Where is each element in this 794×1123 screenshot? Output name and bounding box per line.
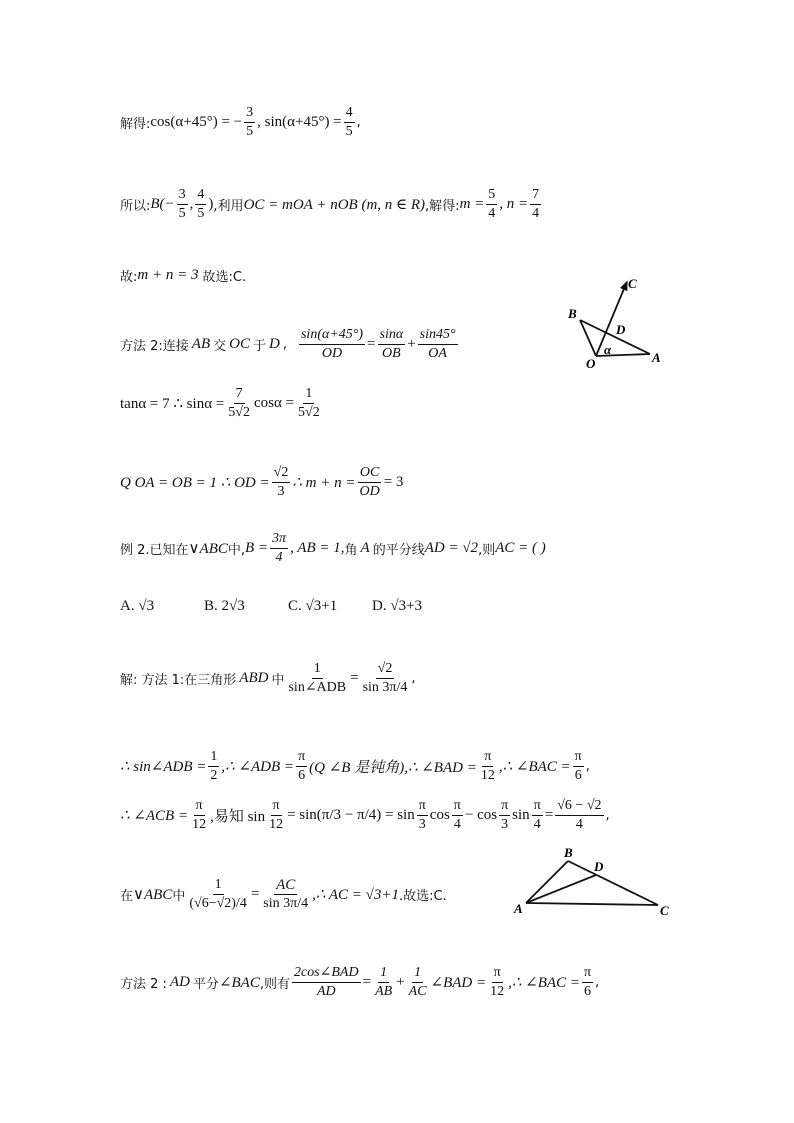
fraction: $\frac{1}{(√6-√2)/4}$ (189, 877, 247, 911)
line-triangle-abc (120, 876, 447, 913)
math: = (250, 886, 260, 902)
math: , sin(α+45°) = (257, 114, 342, 130)
fraction: $\frac{\pi}{12}$ (490, 965, 505, 999)
line-solve-cos-sin (120, 104, 361, 141)
label-a: A (514, 901, 523, 916)
math: tanα = 7 ∴ sinα = (120, 396, 225, 412)
line-solution-method-1 (120, 660, 416, 697)
math: D (269, 336, 280, 352)
fraction: $\frac{\pi}{4}$ (533, 798, 541, 832)
fraction: $\frac{1}{5√2}$ (298, 386, 320, 420)
label-b: B (564, 845, 573, 860)
text: 故选:C. (202, 270, 247, 285)
option-c: C. √3+1 (288, 598, 338, 614)
text: ,则 (478, 543, 496, 558)
math: ∴ sin∠ADB = (120, 759, 207, 775)
fraction: $\frac{5}{4}$ (488, 187, 496, 221)
fraction: $\frac{\pi}{12}$ (192, 798, 207, 832)
math: ∴ ∠ACB = (120, 808, 189, 824)
math: m + n = 3 (137, 267, 199, 283)
math: ,易知 sin (210, 809, 266, 825)
text: 故: (120, 270, 138, 285)
label-d: D (594, 859, 604, 874)
text: 的平分线 (372, 543, 425, 558)
math: m = (459, 196, 485, 212)
label-alpha: α (604, 342, 612, 357)
label-a: A (652, 350, 661, 365)
math: − cos (464, 807, 498, 823)
text: 于 (252, 339, 266, 354)
math: B(− (150, 196, 175, 212)
fraction: $\frac{4}{5}$ (345, 105, 353, 139)
math: , (189, 196, 194, 212)
fraction: $\frac{√2}{3}$ (273, 465, 289, 499)
figure-1-svg (560, 270, 680, 370)
math: AD = √2 (424, 540, 479, 556)
punct: , (356, 115, 361, 130)
math: AD (169, 974, 190, 990)
fraction: $\frac{1}{AB}$ (375, 965, 393, 999)
text: ,利用 (213, 199, 244, 214)
math: + (396, 974, 405, 990)
line-conclusion-1 (120, 266, 246, 285)
line-example-2 (120, 530, 546, 567)
label-o: O (586, 356, 596, 370)
line-tan (120, 385, 324, 422)
fraction: $\frac{\pi}{3}$ (501, 798, 509, 832)
math: OC (229, 336, 250, 352)
fraction: $\frac{\pi}{4}$ (453, 798, 461, 832)
math: ∠BAC (218, 975, 260, 991)
fraction: $\frac{AC}{\sin 3\pi/4}$ (263, 877, 309, 911)
fraction: $\frac{OC}{OD}$ (359, 465, 380, 499)
math: ,∴ AC = √3+1 (312, 887, 400, 903)
option-b: B. 2√3 (204, 598, 245, 614)
math: = sin(π/3 − π/4) = sin (287, 807, 415, 823)
math: Q OA = OB = 1 ∴ OD = (120, 475, 270, 491)
text: 交 (213, 339, 227, 354)
punct: , (585, 759, 590, 774)
fraction: $\frac{7}{5√2}$ (228, 386, 250, 420)
math: ∨ABC (133, 887, 173, 903)
line-method-2 (120, 326, 460, 363)
text: 在 (120, 889, 134, 904)
text: , (282, 337, 287, 352)
math: = (367, 336, 376, 352)
text: 角 (344, 543, 358, 558)
figure-triangle (510, 845, 680, 920)
fraction: $\frac{3}{5}$ (178, 187, 186, 221)
label-d: D (616, 322, 626, 337)
fraction: $\frac{1}{\text{sin∠ADB}}$ (288, 661, 347, 695)
text: 中 (271, 673, 285, 688)
fraction: $\frac{\sin 45^\circ}{OA}$ (419, 327, 456, 361)
math: ,∴ ∠BAC = (508, 975, 580, 991)
label: 所以: (120, 199, 151, 214)
math: + (407, 336, 416, 352)
math: , n = (499, 196, 529, 212)
punct: , (595, 975, 600, 990)
fraction: $\frac{\pi}{6}$ (583, 965, 592, 999)
punct: , (605, 808, 610, 823)
text: 例 2.已知在 (120, 543, 189, 558)
math: cos(α+45°) = − (150, 114, 243, 130)
text: 平分 (192, 977, 219, 992)
math: sin (512, 807, 530, 823)
fraction: $\frac{7}{4}$ (532, 187, 540, 221)
math: cos (429, 807, 450, 823)
fraction: $\frac{\pi}{6}$ (298, 749, 306, 783)
math: ,∴ ∠ADB = (221, 759, 295, 775)
punct: , (411, 671, 416, 686)
text: 中 (172, 889, 186, 904)
line-options (120, 598, 422, 615)
label-b: B (568, 306, 577, 321)
label-c: C (660, 903, 669, 918)
fraction: $\frac{\sin(\alpha+45^\circ)}{OD}$ (300, 327, 364, 361)
math: ) (208, 196, 214, 212)
math: A (360, 540, 370, 556)
line-od (120, 464, 403, 501)
text: 方法 2:连接 (120, 339, 189, 354)
line-point-b (120, 186, 543, 223)
fraction: $\frac{1}{2}$ (210, 749, 218, 783)
fraction: $\frac{\pi}{12}$ (480, 749, 495, 783)
text: 解: 方法 1:在三角形 (120, 673, 237, 688)
text: 中, (227, 543, 245, 558)
math: (Q ∠B 是钝角),∴ ∠BAD = (309, 760, 477, 776)
math: = 3 (383, 474, 404, 490)
math: ABD (239, 670, 269, 686)
fraction: $\frac{4}{5}$ (197, 187, 205, 221)
figure-2-svg (510, 845, 680, 920)
text: .故选:C. (399, 889, 447, 904)
math: = (350, 670, 359, 686)
text: ,则有 (259, 977, 290, 992)
line-angle-acb (120, 797, 610, 834)
fraction: $\frac{3\pi}{4}$ (272, 531, 287, 565)
fraction: $\frac{1}{AC}$ (408, 965, 427, 999)
math: AB (191, 336, 211, 352)
line-method-2-bisector (120, 964, 599, 1001)
label-c: C (628, 276, 637, 291)
math: ,∴ ∠BAC = (498, 759, 571, 775)
fraction: $\frac{\text{2cos∠BAD}}{AD}$ (293, 965, 359, 999)
option-a: A. √3 (120, 598, 155, 614)
vector-equation: OC = mOA + nOB (m, n ∈ R) (243, 197, 426, 213)
text: ,解得: (425, 199, 460, 214)
math: B = (245, 540, 269, 556)
math: cosα = (253, 395, 295, 411)
fraction: $\frac{√6 - √2}{4}$ (557, 798, 602, 832)
fraction: $\frac{\pi}{3}$ (418, 798, 426, 832)
text: 方法 2 : (120, 977, 167, 992)
math: ∴ m + n = (292, 475, 356, 491)
math: AC = ( ) (495, 540, 546, 556)
math: = (362, 974, 372, 990)
figure-vector-diagram (560, 270, 680, 370)
fraction: $\frac{\pi}{6}$ (574, 749, 582, 783)
math: ∠BAD = (430, 975, 487, 991)
math: ∨ABC (188, 541, 228, 557)
line-angle-adb (120, 748, 590, 785)
fraction: $\frac{3}{5}$ (246, 105, 254, 139)
fraction: $\frac{\sin\alpha}{OB}$ (379, 327, 404, 361)
option-d: D. √3+3 (372, 598, 423, 614)
math: , AB = 1, (290, 540, 345, 556)
fraction: $\frac{\pi}{12}$ (269, 798, 284, 832)
label: 解得: (120, 117, 151, 132)
math: = (544, 807, 554, 823)
fraction: $\frac{√2}{\sin 3\pi/4}$ (362, 661, 408, 695)
